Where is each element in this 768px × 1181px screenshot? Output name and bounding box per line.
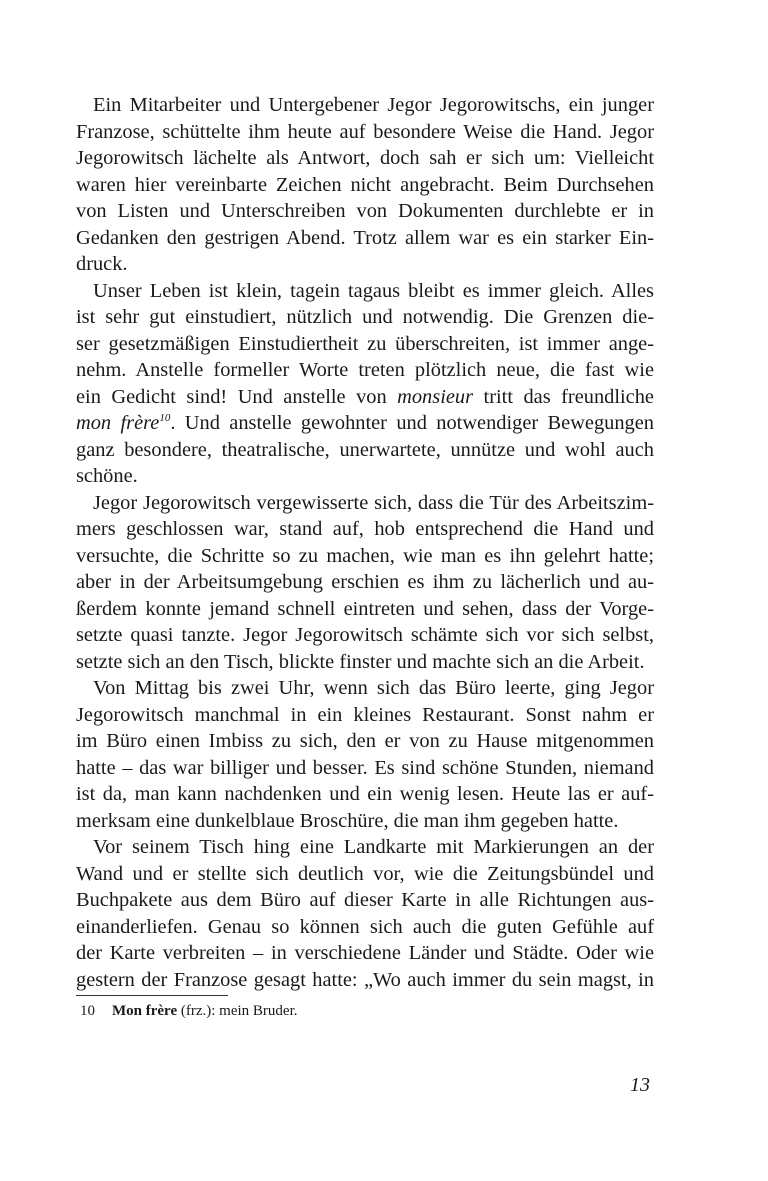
text-line: Franzose, schüttelte ihm heute auf besondere Weise die Hand. Jegor (76, 120, 654, 143)
text-line: ser gesetzmäßigen Einstudiertheit zu überschreiten, ist immer ange- (76, 332, 654, 355)
text-line: Jegorowitsch manchmal in ein kleines Restaurant. Sonst nahm er (76, 703, 654, 726)
text-line: hatte – das war billiger und besser. Es sind schöne Stunden, niemand (76, 756, 654, 779)
text-line: ein Gedicht sind! Und anstelle von monsieur tritt das freundliche (76, 385, 654, 408)
text-line: druck. (76, 253, 128, 275)
text-line: setzte quasi tanzte. Jegor Jegorowitsch schämte sich vor sich selbst, (76, 624, 654, 646)
text-line: aber in der Arbeitsumgebung erschien es ihm zu lächerlich und au- (76, 571, 654, 593)
text-line: Wand und er stellte sich deutlich vor, wie die Zeitungsbündel und (76, 862, 654, 885)
text-line: ist da, man kann nachdenken und ein wenig lesen. Heute las er auf- (76, 783, 654, 805)
text-line: einanderliefen. Genau so können sich auch die guten Gefühle auf (76, 915, 654, 938)
text-line: Vor seinem Tisch hing eine Landkarte mit Markierungen an der (93, 836, 654, 858)
paragraph (76, 490, 654, 676)
text-line: mon frère$^{10}$. Und anstelle gewohnter und notwendiger Bewegungen (76, 412, 655, 434)
text-line: nehm. Anstelle formeller Worte treten plötzlich neue, die fast wie (76, 359, 654, 381)
text-line: im Büro einen Imbiss zu sich, den er von zu Hause mitgenommen (76, 730, 654, 752)
text-line: versuchte, die Schritte so zu machen, wie man es ihn gelehrt hatte; (76, 544, 654, 567)
text-line: ist sehr gut einstudiert, nützlich und notwendig. Die Grenzen die- (76, 306, 654, 328)
text-line: Unser Leben ist klein, tagein tagaus bleibt es immer gleich. Alles (93, 279, 654, 302)
text-line: Ein Mitarbeiter und Untergebener Jegor Jegorowitschs, ein junger (93, 94, 654, 116)
paragraph (76, 834, 654, 993)
page-number: 13 (630, 1074, 650, 1096)
footnote-term: Mon frère (112, 1003, 178, 1019)
text-line: ganz besondere, theatralische, unerwartete, unnütze und wohl auch (76, 438, 654, 461)
text-line: Jegor Jegorowitsch vergewisserte sich, dass die Tür des Arbeitszim- (93, 491, 654, 514)
text-line: gestern der Franzose gesagt hatte: „Wo auch immer du sein magst, in (76, 968, 654, 991)
footnote-number: 10 (80, 1003, 95, 1019)
text-line: der Karte verbreiten – in verschiedene Länder und Städte. Oder wie (76, 942, 654, 964)
paragraph (76, 92, 654, 278)
text-line: Von Mittag bis zwei Uhr, wenn sich das Büro leerte, ging Jegor (93, 677, 654, 699)
text-line: schöne. (76, 465, 138, 487)
text-line: Jegorowitsch lächelte als Antwort, doch sah er sich um: Vielleicht (76, 147, 654, 169)
text-line: Gedanken den gestrigen Abend. Trotz allem war es ein starker Ein- (76, 226, 654, 249)
text-line: Buchpakete aus dem Büro auf dieser Karte in alle Richtungen aus- (76, 889, 654, 911)
text-line: merksam eine dunkelblaue Broschüre, die man ihm gegeben hatte. (76, 809, 619, 832)
footnote-text: (frz.): mein Bruder. (177, 1003, 298, 1019)
text-line: von Listen und Unterschreiben von Dokumenten durchlebte er in (76, 200, 654, 222)
text-line: mers geschlossen war, stand auf, hob entsprechend die Hand und (76, 518, 654, 540)
text-line: setzte sich an den Tisch, blickte finster und machte sich an die Arbeit. (76, 650, 645, 673)
paragraph (76, 675, 654, 834)
text-line: waren hier vereinbarte Zeichen nicht angebracht. Beim Durchsehen (76, 173, 654, 196)
footnote-divider (76, 995, 228, 996)
footnote (80, 1001, 297, 1021)
text-line: ßerdem konnte jemand schnell eintreten und sehen, dass der Vorge- (76, 597, 654, 620)
paragraph (76, 278, 654, 490)
body-text (76, 92, 654, 993)
